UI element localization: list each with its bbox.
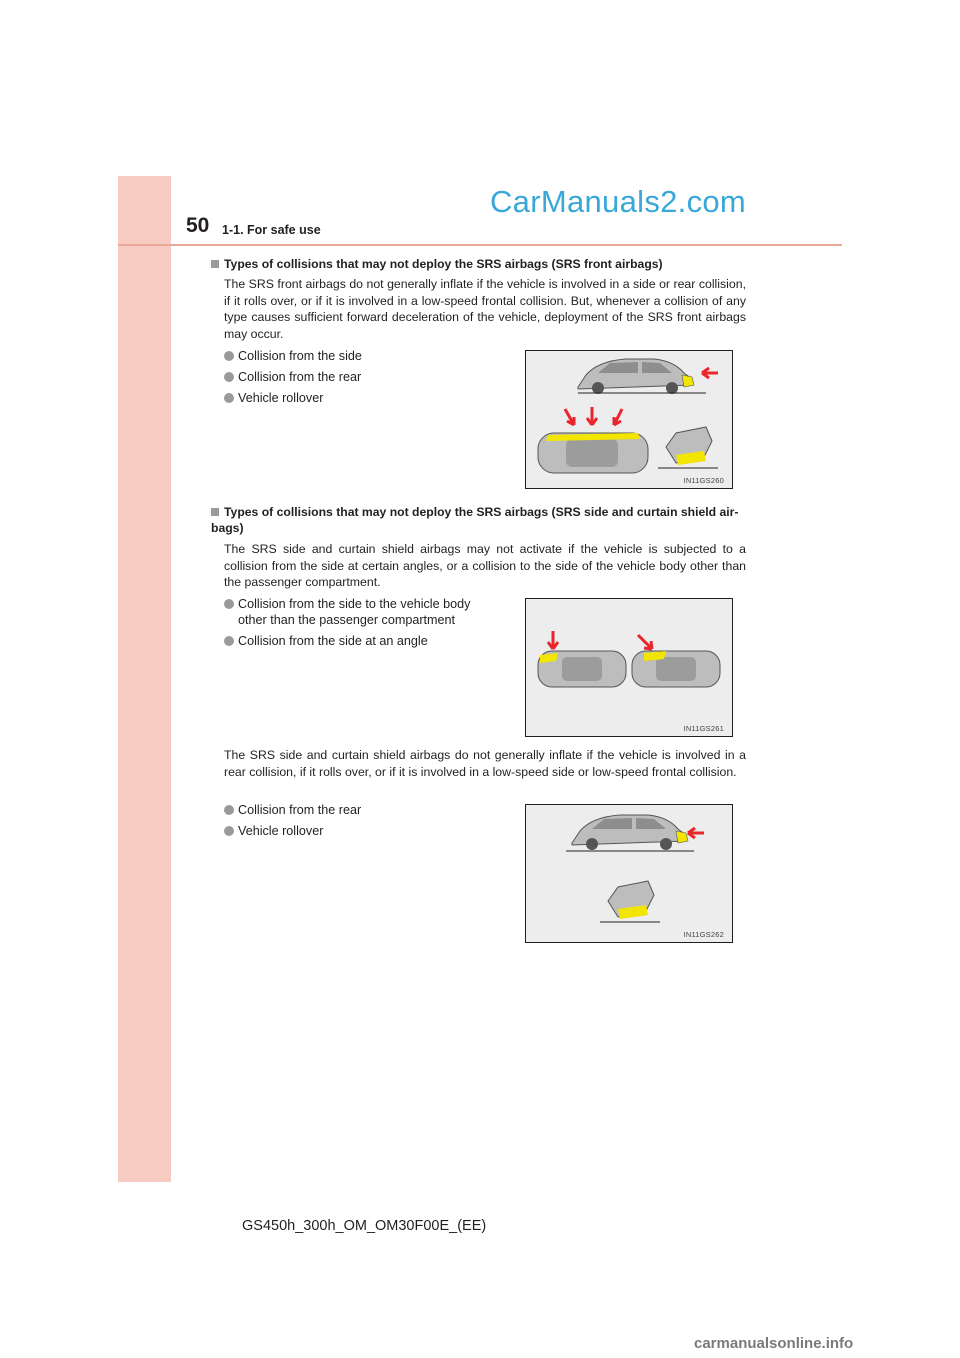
impact-arrow-icon [688, 828, 704, 838]
gray-dot-icon [224, 599, 234, 609]
list-item: Vehicle rollover [224, 823, 514, 839]
car-top-view [538, 433, 648, 473]
model-code-footer: GS450h_300h_OM_OM30F00E_(EE) [242, 1218, 487, 1234]
page-number: 50 [186, 214, 210, 237]
figure-code: IN11GS260 [683, 476, 724, 485]
figure-rear-rollover-collisions [525, 804, 733, 943]
car-rollover [600, 881, 660, 922]
paragraph-side-curtain-airbags: The SRS side and curtain shield airbags may not activate if the vehicle is subjected to a collision from the side at certain angles, or a collision to the side of the vehicle body other than the passenger compartment. [224, 542, 746, 589]
gray-dot-icon [224, 805, 234, 815]
car-rollover [658, 427, 718, 468]
paragraph-front-airbags: The SRS front airbags do not generally inflate if the vehicle is involved in a side or rear collision, if it rolls over, or if it is involved in a low-speed frontal collision. But, whenever a collision of any type causes sufficient forward deceleration of the vehicle, deployment of the SRS front airbags may occur. [224, 277, 746, 341]
paragraph-side-airbags-no-inflate: The SRS side and curtain shield airbags do not generally inflate if the vehicle is involved in a rear collision, if it rolls over, or if it is involved in a low-speed side or low-speed frontal collision. [224, 748, 746, 779]
gray-dot-icon [224, 393, 234, 403]
figure-code: IN11GS262 [683, 930, 724, 939]
impact-arrow-icon [638, 635, 652, 649]
list-item: Collision from the side [224, 348, 514, 364]
heading-front-airbags: Types of collisions that may not deploy the SRS airbags (SRS front airbags) [211, 256, 751, 272]
impact-arrow-icon [548, 631, 558, 649]
list-item: Vehicle rollover [224, 390, 514, 406]
impact-arrow-icon [565, 409, 574, 425]
figure-side-airbag-collisions [525, 598, 733, 737]
car-top-view [538, 651, 626, 687]
chapter-sidebar [118, 176, 171, 1182]
heading-side-curtain-airbags: Types of collisions that may not deploy the SRS airbags (SRS side and curtain shield air-bags) [211, 505, 739, 535]
figure-code: IN11GS261 [683, 724, 724, 733]
list-item: Collision from the side at an angle [224, 633, 514, 649]
car-side-view [566, 815, 694, 851]
header-divider [118, 244, 842, 246]
gray-dot-icon [224, 826, 234, 836]
car-illustration [526, 805, 732, 942]
gray-square-icon [211, 260, 219, 268]
gray-square-icon [211, 508, 219, 516]
car-illustration [526, 599, 732, 736]
car-illustration [526, 351, 732, 488]
list-item: Collision from the rear [224, 369, 514, 385]
gray-dot-icon [224, 351, 234, 361]
figure-front-airbag-collisions [525, 350, 733, 489]
gray-dot-icon [224, 372, 234, 382]
gray-dot-icon [224, 636, 234, 646]
impact-arrow-icon [702, 368, 718, 378]
impact-arrow-icon [614, 409, 622, 425]
car-side-view [578, 359, 706, 394]
section-title: 1-1. For safe use [222, 223, 321, 237]
list-item: Collision from the rear [224, 802, 514, 818]
impact-arrow-icon [587, 407, 597, 425]
watermark-bottom[interactable]: carmanualsonline.info [694, 1335, 854, 1352]
car-top-view [632, 651, 720, 687]
list-item: Collision from the side to the vehicle body other than the passenger compartment [224, 596, 514, 628]
watermark-top[interactable]: CarManuals2.com [490, 184, 747, 219]
